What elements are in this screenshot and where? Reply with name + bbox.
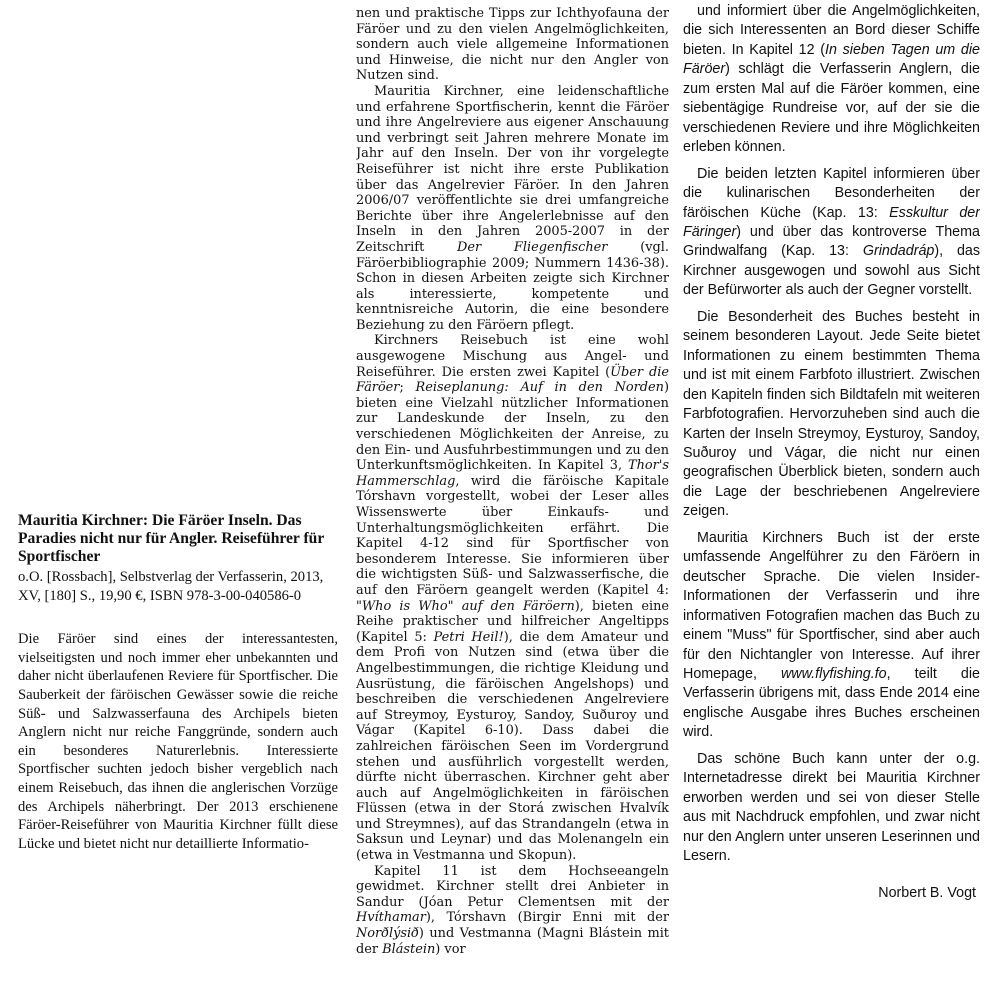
paragraph: Die Besonderheit des Buches besteht in seinem besonderen Layout. Jede Seite bietet Informationen zu einem bestimmten Thema und ist mit einem Farbfoto illustriert. Zwischen den Kapiteln finden sich Bildtafeln mit weiteren Farbfotografien. Hervorzuheben sind auch die Karten der Inseln Streymoy, Eysturoy, Sandoy, Suðuroy und Vágar, die nicht nur einen geografischen Überblick bieten, sondern auch die Lage der beschriebenen Angelreviere zeigen. xyxy=(683,308,980,520)
column-middle xyxy=(356,6,669,957)
column-left xyxy=(18,512,338,853)
paragraph: Kapitel 11 ist dem Hochseeangeln gewidmet. Kirchner stellt drei Anbieter in Sandur (Jóan Petur Clementsen mit der Hvíthamar), Tórshavn (Birgir Enni mit der Norðlýsið) und Vestmanna (Magni Blástein mit der Blástein) vor xyxy=(356,863,669,957)
column-right xyxy=(683,2,980,911)
paragraph: nen und praktische Tipps zur Ichthyofauna der Färöer und zu den vielen Angelmöglichkeiten, sondern auch viele allgemeine Informationen und Hinweise, die nicht nur den Angler von Nutzen sind. xyxy=(356,6,669,84)
paragraph: Kirchners Reisebuch ist eine wohl ausgewogene Mischung aus Angel- und Reiseführer. Die ersten zwei Kapitel (Über die Färöer; Reiseplanung: Auf in den Norden) bieten eine Vielzahl nützlicher Informationen zur Landeskunde der Inseln, zu den verschiedenen Möglichkeiten der Anreise, zu den Ein- und Ausfuhrbestimmungen und zu den Unterkunftsmöglichkeiten. In Kapitel 3, Thor's Hammerschlag, wird die färöische Kapitale Tórshavn vorgestellt, wobei der Leser alles Wissenswerte über Einkaufs- und Unterhaltungsmöglichkeiten erfährt. Die Kapitel 4-12 sind für Sportfischer von besonderem Interesse. Sie informieren über die wichtigsten Süß- und Salzwasserfische, die auf den Färöern geangelt werden (Kapitel 4: "Who is Who" auf den Färöern), bieten eine Reihe praktischer und hilfreicher Angeltipps (Kapitel 5: Petri Heil!), die dem Amateur und dem Profi von Nutzen sind (etwa über die Angelbestimmungen, die richtige Kleidung und Ausrüstung, die färöischen Angelshops) und beschreiben die verschiedenen Angelreviere auf Streymoy, Eysturoy, Sandoy, Suðuroy und Vágar (Kapitel 6-10). Dass dabei die zahlreichen färöischen Seen im Vordergrund stehen und ausführlich vorgestellt werden, dürfte nicht überraschen. Kirchner geht aber auch auf Angelmöglichkeiten in färöischen Flüssen (etwa in der Storá zwischen Hvalvík und Streymnes), auf das Strandangeln (etwa in Saksun und Leynar) und das Molenangeln ein (etwa in Vestmanna und Skopun). xyxy=(356,333,669,864)
paragraph: Die Färöer sind eines der interessantesten, vielseitigsten und noch immer eher unbekannten und daher nicht überlaufenen Reviere für Sportfischer. Die Sauberkeit der färöischen Gewässer sowie die reiche Süß- und Salzwasserfauna des Archipels bieten Anglern nicht nur reiche Fanggründe, sondern auch ein besonderes Naturerlebnis. Interessierte Sportfischer suchten jedoch bisher vergeblich nach einem Reisebuch, das ihnen die anglerischen Vorzüge des Archipels näherbringt. Der 2013 erschienene Färöer-Reiseführer von Mauritia Kirchner füllt diese Lücke und bietet nicht nur detaillierte Informatio- xyxy=(18,631,338,852)
review-title: Mauritia Kirchner: Die Färöer Inseln. Das Paradies nicht nur für Angler. Reiseführer für Sportfischer xyxy=(18,512,324,565)
paragraph: Mauritia Kirchners Buch ist der erste umfassende Angelführer zu den Färöern in deutscher Sprache. Die vielen Insider-Informationen der Verfasserin und ihre informativen Fotografien machen das Buch zu einem "Muss" für Sportfischer, sind aber auch für den Nichtangler von Interesse. Auf ihrer Homepage, www.flyfishing.fo, teilt die Verfasserin übrigens mit, dass Ende 2014 eine englische Ausgabe ihres Buches erscheinen wird. xyxy=(683,529,980,741)
paragraph: Die beiden letzten Kapitel informieren über die kulinarischen Besonderheiten der färöischen Küche (Kap. 13: Esskultur der Färinger) und über das kontroverse Thema Grindwalfang (Kap. 13: Grindadráp), das Kirchner ausgewogen und sowohl aus Sicht der Befürworter als auch der Gegner vorstellt. xyxy=(683,165,980,299)
paragraph: Das schöne Buch kann unter der o.g. Internetadresse direkt bei Mauritia Kirchner erworben werden und sei von dieser Stelle aus mit Nachdruck empfohlen, und zwar nicht nur den Anglern unter unseren Leserinnen und Lesern. xyxy=(683,750,980,865)
bibliographic-info: o.O. [Rossbach], Selbstverlag der Verfasserin, 2013, XV, [180] S., 19,90 €, ISBN 978-3-00-040586-0 xyxy=(18,569,324,604)
spacer xyxy=(18,605,338,630)
paragraph: und informiert über die Angelmöglichkeiten, die sich Interessenten an Bord dieser Schiffe bieten. In Kapitel 12 (In sieben Tagen um die Färöer) schlägt die Verfasserin Anglern, die zum ersten Mal auf die Färöer kommen, eine siebentägige Rundreise vor, auf der sie die verschiedenen Reviere und ihre Möglichkeiten erleben können. xyxy=(683,3,980,156)
paragraph: Mauritia Kirchner, eine leidenschaftliche und erfahrene Sportfischerin, kennt die Färöer und ihre Angelreviere aus eigener Anschauung und verbringt seit Jahren mehrere Monate im Jahr auf den Inseln. Der von ihr vorgelegte Reiseführer ist nicht ihre erste Publikation über das Angelrevier Färöer. In den Jahren 2006/07 veröffentlichte sie drei umfangreiche Berichte über ihre Angelerlebnisse auf den Inseln in den Jahren 2005-2007 in der Zeitschrift Der Fliegenfischer (vgl. Färöerbibliographie 2009; Nummern 1436-38). Schon in diesen Arbeiten zeigte sich Kirchner als interessierte, kompetente und kenntnisreiche Autorin, die eine besondere Beziehung zu den Färöern pflegt. xyxy=(356,83,669,333)
author-signature: Norbert B. Vogt xyxy=(878,885,976,902)
